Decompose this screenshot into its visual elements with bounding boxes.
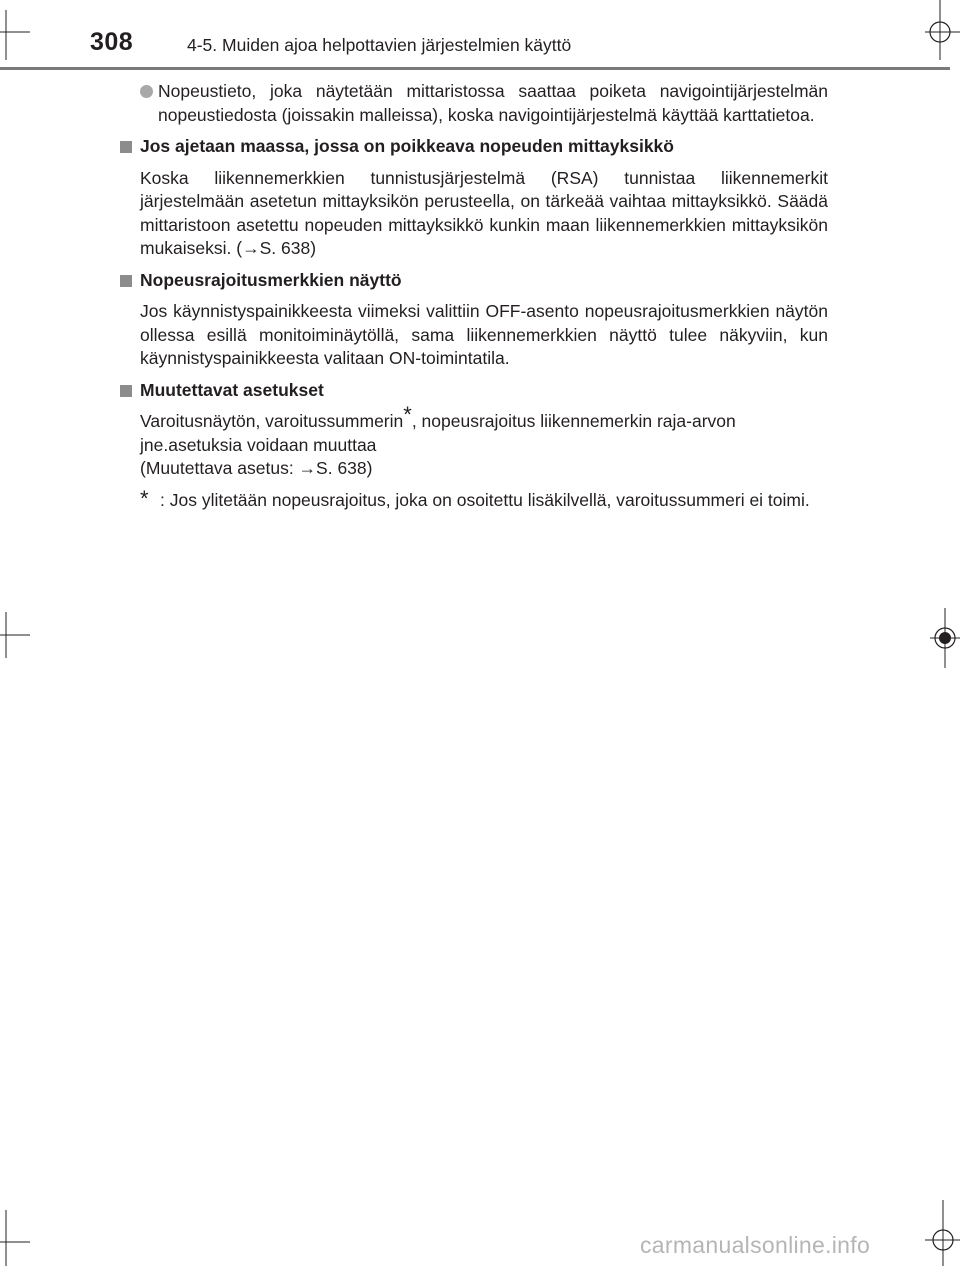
- section-body-customizable-settings: [118, 402, 828, 481]
- registration-mark-icon: [0, 612, 30, 658]
- section-heading-measurement-unit: [118, 135, 828, 159]
- section-body-text: Koska liikennemerkkien tunnistusjärjestelmä (RSA) tunnistaa liikennemerkit järjestelmään asetetun mittayksikön perusteella, on tärkeää vaihtaa mittayksikkö. Säädä mittaristoon asetettu nopeuden mittayksikkö kunkin maan liikennemerkkien mittayksikön mukaiseksi. (→S. 638): [140, 167, 828, 258]
- settings-reference-text: (Muutettava asetus: →S. 638): [140, 458, 373, 478]
- section-heading-text: Nopeusrajoitusmerkkien näyttö: [140, 269, 402, 290]
- section-body-measurement-unit: [118, 167, 828, 261]
- footnote: [118, 485, 828, 513]
- page-content: [118, 80, 828, 512]
- registration-mark-icon: [930, 608, 960, 668]
- square-bullet-icon: [120, 385, 132, 397]
- registration-mark-icon: [925, 1200, 960, 1266]
- section-body-speed-sign-display: [118, 300, 828, 371]
- square-bullet-icon: [120, 275, 132, 287]
- section-heading-customizable-settings: [118, 379, 828, 403]
- section-body-text: [140, 402, 828, 457]
- header-divider: [0, 67, 950, 70]
- registration-mark-icon: [0, 1210, 30, 1266]
- square-bullet-icon: [120, 141, 132, 153]
- section-heading-speed-sign-display: [118, 269, 828, 293]
- body-text-part: Varoitusnäytön, varoitussummerin: [140, 411, 404, 431]
- registration-mark-icon: [925, 0, 960, 60]
- section-heading-text: Muutettavat asetukset: [140, 379, 324, 400]
- section-body-text: Jos käynnistyspainikkeesta viimeksi valittiin OFF-asento nopeusrajoitusmerkkien näytön ollessa esillä monitoiminäytöllä, sama liikennemerkkien näyttö tulee näkyviin, kun käynnistyspainikkeesta valitaan ON-toimintatila.: [140, 301, 828, 368]
- page-number: 308: [90, 28, 134, 56]
- section-title: 4-5. Muiden ajoa helpottavien järjestelmien käyttö: [187, 35, 572, 55]
- body-text-part: , nopeusrajoitus liikennemerkin raja-arvon jne.asetuksia voidaan muuttaa: [140, 411, 736, 455]
- intro-bullet-item: [118, 80, 828, 127]
- bullet-dot-icon: [140, 85, 153, 98]
- asterisk-mark: *: [403, 402, 412, 427]
- footnote-asterisk: *: [140, 485, 149, 511]
- registration-mark-icon: [0, 10, 30, 60]
- footnote-text: : Jos ylitetään nopeusrajoitus, joka on osoitettu lisäkilvellä, varoitussummeri ei toimi.: [160, 489, 810, 510]
- watermark: carmanualsonline.info: [640, 1232, 871, 1258]
- section-heading-text: Jos ajetaan maassa, jossa on poikkeava nopeuden mittayksikkö: [140, 136, 674, 156]
- intro-bullet-text: Nopeustieto, joka näytetään mittaristossa saattaa poiketa navigointijärjestelmän nopeustiedosta (joissakin malleissa), koska navigointijärjestelmä käyttää karttatietoa.: [158, 81, 828, 125]
